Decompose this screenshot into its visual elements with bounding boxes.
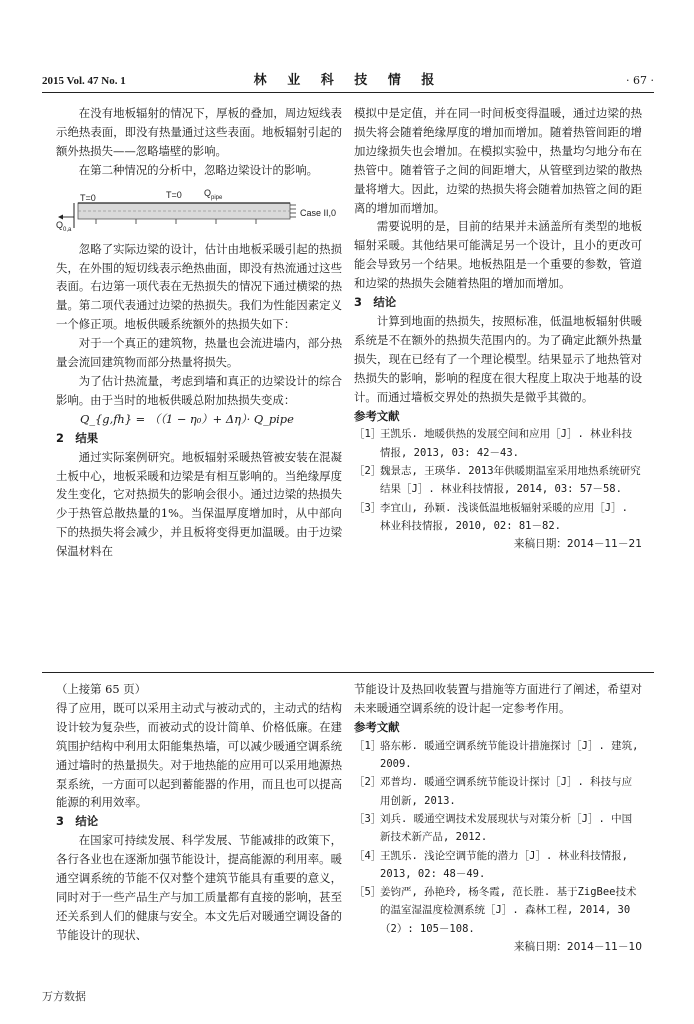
paragraph: 节能设计及热回收装置与措施等方面进行了阐述，希望对未来暖通空调系统的设计起一定参考作用。 <box>354 682 642 715</box>
paragraph: 在国家可持续发展、科学发展、节能减排的政策下，各行各业也在逐渐加强节能设计，提高能源的利用率。暖通空调系统的节能不仅对整个建筑节能具有重要的意义，同时对于一些产品生产与加工质量都有直接的影响，甚至还关系到人们的健康与安全。本文先后对暖通空调设备的节能设计的现状、 <box>56 833 342 942</box>
journal-issue: 2015 Vol. 47 No. 1 <box>42 75 126 87</box>
paragraph: 为了估计热流量，考虑到墙和真正的边梁设计的综合影响。由于当时的地板供暖总附加热损失变成： <box>56 373 342 407</box>
received-date: 来稿日期：2014－11－21 <box>513 538 642 551</box>
label-t0: T=0 <box>80 192 96 203</box>
paragraph: 在没有地板辐射的情况下，厚板的叠加，周边短线表示绝热表面，即没有热量通过这些表面。地板辐射引起的额外热损失——忽略墙壁的影响。 <box>56 106 342 158</box>
references-heading: 参考文献 <box>354 719 400 734</box>
references-heading: 参考文献 <box>354 408 400 423</box>
article-divider <box>42 672 654 673</box>
section-heading: 3 结论 <box>354 295 397 310</box>
lower-right-column <box>354 680 642 957</box>
reference-item: ［3］ 刘兵. 暖通空调技术发展现状与对策分析［J］. 中国新技术新产品, 2012. <box>354 812 633 844</box>
reference-item: ［1］ 王凯乐. 地暖供热的发展空间和应用［J］. 林业科技情报, 2013, 03: 42－43. <box>354 428 633 459</box>
section-heading: 2 结果 <box>56 430 99 445</box>
reference-item: ［2］ 邓普均. 暖通空调系统节能设计探讨［J］. 科技与应用创新, 2013. <box>354 776 633 807</box>
page-number: · 67 · <box>626 74 654 87</box>
label-q-pipe: $Q_{pipe}$ <box>204 187 223 201</box>
section-heading: 3 结论 <box>56 814 99 829</box>
running-header <box>42 70 654 93</box>
paragraph: 需要说明的是，目前的结果并未涵盖所有类型的地板辐射采暖。其他结果可能满足另一个设计，且小的更改可能会导致另一个结果。地板热阻是一个重要的参数，管道和边梁的热损失会随着热阻的增加而增加。 <box>354 219 642 291</box>
reference-item: ［5］ 姜钧严, 孙艳玲, 杨冬霞, 范长胜. 基于ZigBee技术的温室湿温度检测系统［J］. 森林工程, 2014, 30（2）: 105－108. <box>354 886 637 935</box>
upper-left-column <box>56 104 342 561</box>
reference-item: ［2］ 魏景志, 王瑛华. 2013年供暖期温室采用地热系统研究结果［J］. 林业科技情报, 2014, 03: 57－58. <box>354 465 641 496</box>
paragraph: 计算到地面的热损失，按照标准，低温地板辐射供暖系统是不在额外的热损失范围内的。为了确定此额外热量损失，现在已经有了一个理论模型。结果显示了地热管对热损失的影响，影响的程度在很大程度上取决于地基的设计。而通过墙板交界处的热损失是微乎其微的。 <box>354 313 642 404</box>
label-q-left: $Q_{0,a}$ <box>56 219 72 233</box>
upper-right-column <box>354 104 642 554</box>
reference-item: ［3］ 李宜山, 孙颖. 浅谈低温地板辐射采暖的应用［J］. 林业科技情报, 2010, 02: 81－82. <box>354 501 628 532</box>
label-t0-top: T=0 <box>166 189 182 200</box>
label-case: Case II,0 <box>300 207 337 218</box>
watermark-footer: 万方数据 <box>42 990 86 1003</box>
reference-item: ［1］ 骆东彬. 暖通空调系统节能设计措施探讨［J］. 建筑, 2009. <box>354 739 639 771</box>
formula: Q_{g,fh} = （（1 − η₀）+ Δη）· Q_pipe <box>80 411 294 426</box>
paragraph: 通过实际案例研究。地板辐射采暖热管被安装在混凝土板中心，地板采暖和边梁是有相互影响的。当绝缘厚度发生变化，它对热损失的影响会很小。通过边梁的热损失少于热管总散热量的1%。当保温厚度增加时，从中部向下的热损失将会减少，并且板将变得更加温暖。由于边梁保温材料在 <box>56 449 342 559</box>
lower-left-column <box>56 680 342 945</box>
paragraph: 在第二种情况的分析中，忽略边梁设计的影响。 <box>78 162 319 177</box>
continued-note: （上接第 65 页） <box>56 682 147 696</box>
paragraph: 得了应用，既可以采用主动式与被动式的，主动式的结构设计较为复杂些，而被动式的设计简单、价格低廉。在建筑围护结构中利用太阳能集热墙，可以减少暖通空调系统通过墙时的热量损失。对于地热能的应用可以采用地源热泵系统，一方面可以起到蓄能器的作用，而且也可以提高能源的利用效率。 <box>56 700 342 810</box>
received-date: 来稿日期：2014－11－10 <box>513 940 642 953</box>
journal-title: 林 业 科 技 情 报 <box>253 73 443 88</box>
case-diagram-figure <box>56 184 358 234</box>
paragraph: 忽略了实际边梁的设计，估计由地板采暖引起的热损失，在外围的短切线表示绝热曲面，即没有热流通过这些表面。右边第一项代表在无热损失的情况下通过横梁的热量。第二项代表通过边梁的热损失。我们为性能因素定义一个修正项。地板供暖系统额外的热损失如下： <box>56 241 342 332</box>
paragraph: 对于一个真正的建筑物，热量也会流进墙内，部分热量会流回建筑物而部分热量将损失。 <box>56 336 342 370</box>
paragraph: 模拟中是定值，并在同一时间板变得温暖，通过边梁的热损失将会随着绝缘厚度的增加而增加。随着热管间距的增加边缘损失也会增加。在模拟实验中，热量均匀地分布在热管中。随着管子之间的间距增大，从管壁到边梁的散热量将增大。因此，边梁的热损失将会随着加热管之间的距离的增加而增加。 <box>354 106 642 215</box>
reference-item: ［4］ 王凯乐. 浅论空调节能的潜力［J］. 林业科技情报, 2013, 02: 48－49. <box>354 849 628 880</box>
